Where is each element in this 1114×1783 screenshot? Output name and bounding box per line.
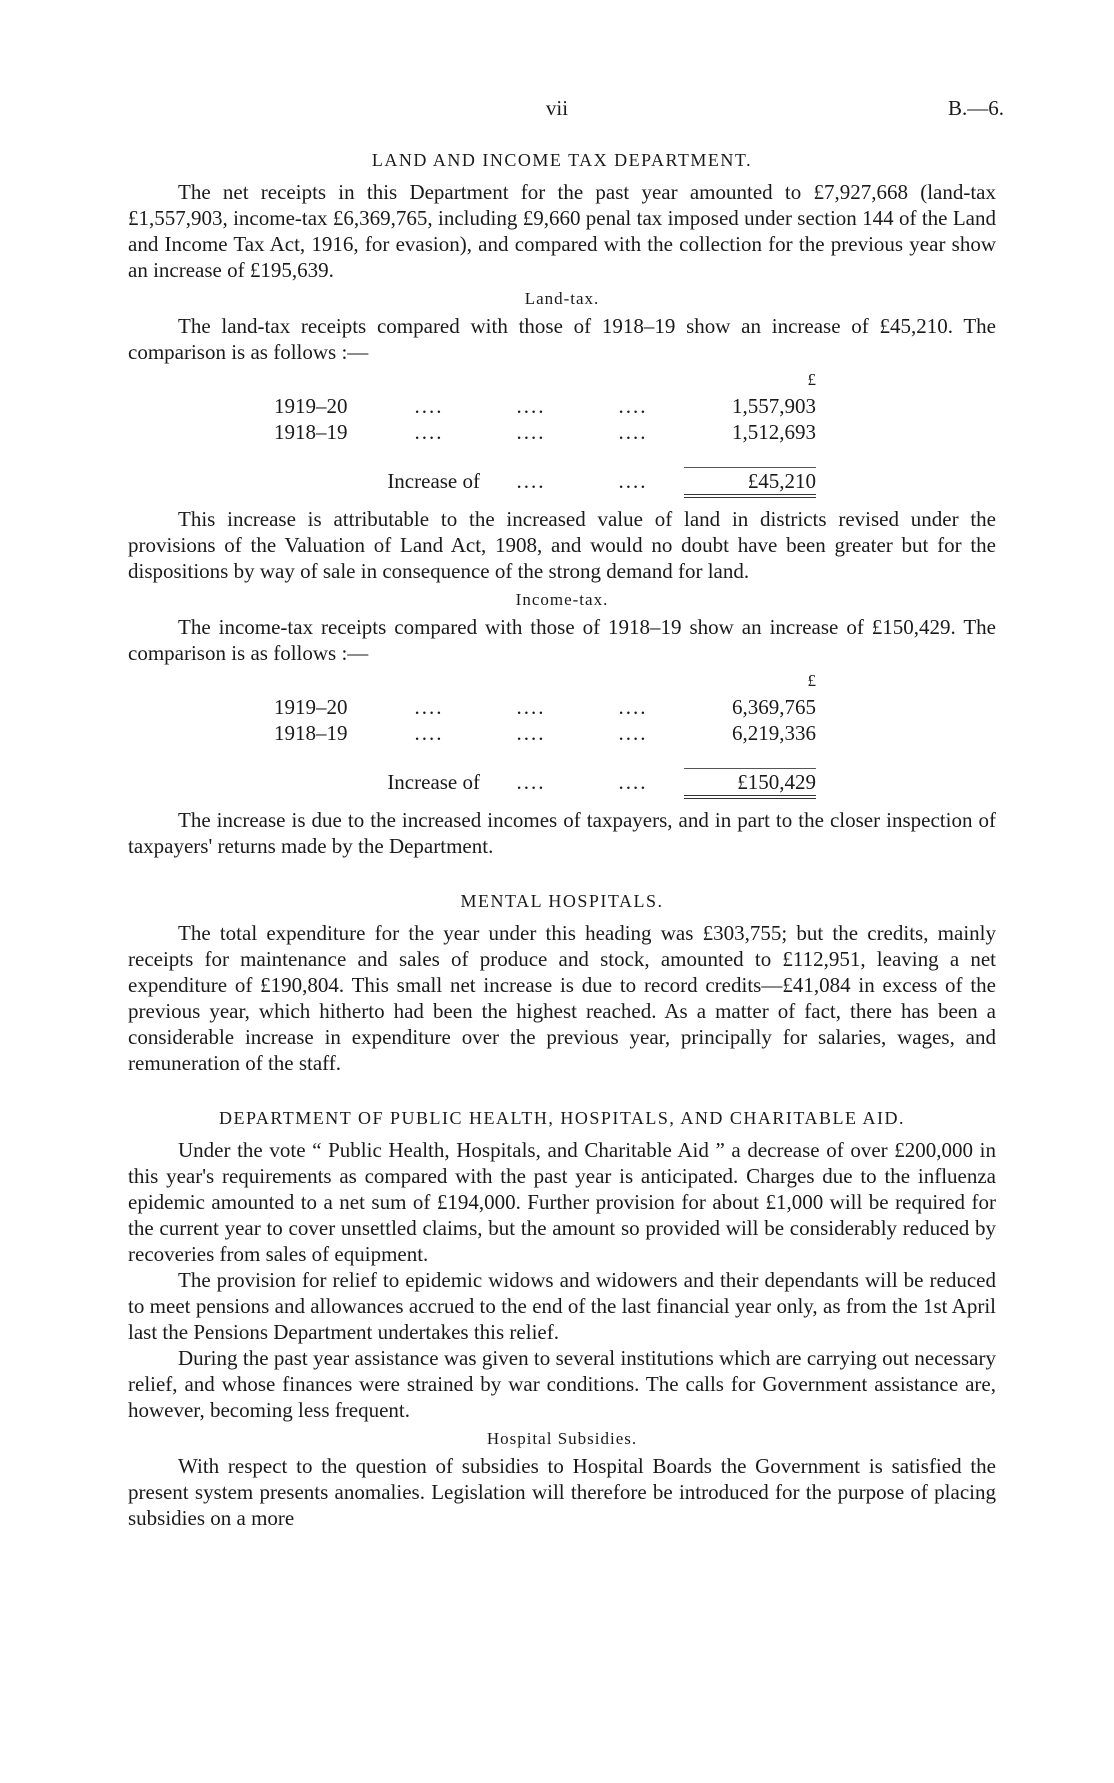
increase-row [274,769,816,798]
increase-total: £45,210 [684,468,816,497]
public-health-para-2: The provision for relief to epidemic widows and widowers and their dependants will be reduced to meet pensions and allowances accrued to the end of the last financial year only, as from the 1st April last the Pensions Department undertakes this relief. [128,1268,996,1344]
leader-dots: .... [618,720,648,745]
mental-hospitals-body: The total expenditure for the year under this heading was £303,755; but the credits, mainly receipts for maintenance and sales of produce and stock, amounted to £112,951, leaving a net expenditure of £190,804. This small net increase is due to record credits—£41,084 in excess of the previous year, which hitherto had been the highest reached. As a matter of fact, there has been a considerable increase in expenditure over the previous year, principally for salaries, wages, and remuneration of the staff. [128,921,996,1075]
page-header [0,96,1114,128]
section-title-land-income-tax: LAND AND INCOME TAX DEPARTMENT. [371,150,753,170]
increase-row [274,468,816,497]
land-income-intro: The net receipts in this Department for the past year amounted to £7,927,668 (land-tax £1,557,903, income-tax £6,369,765, including £9,660 penal tax imposed under section 144 of the Land and Income Tax Act, 1916, for evasion), and compared with the collection for the previous year show an increase of £195,639. [128,180,996,282]
land-tax-note: This increase is attributable to the increased value of land in districts revised under the provisions of the Valuation of Land Act, 1908, and would no doubt have been greater but for the dispositions by way of sale in consequence of the strong demand for land. [128,507,996,583]
leader-dots: .... [414,393,444,418]
increase-total: £150,429 [684,769,816,798]
income-tax-note: The increase is due to the increased incomes of taxpayers, and in part to the closer inspection of taxpayers' returns made by the Department. [128,808,996,858]
section-title-mental-hospitals: MENTAL HOSPITALS. [460,891,664,911]
leader-dots: .... [414,720,444,745]
leader-dots: .... [618,469,648,494]
increase-label: Increase of [387,770,480,795]
income-tax-comparison-table [274,668,816,799]
table-row [274,393,816,419]
year-cell: 1919–20 [274,393,348,418]
leader-dots: .... [516,419,546,444]
year-cell: 1918–19 [274,720,348,745]
hospital-subsidies-text: With respect to the question of subsidies to Hospital Boards the Government is satisfied the present system presents anomalies. Legislation will therefore be introduced for the purpose of placing subsidies on a more [128,1454,996,1530]
leader-dots: .... [516,770,546,795]
currency-symbol: £ [807,671,816,690]
leader-dots: .... [516,694,546,719]
leader-dots: .... [516,469,546,494]
year-cell: 1918–19 [274,419,348,444]
table-row [274,694,816,720]
subheading-income-tax: Income-tax. [515,590,609,609]
page-number: vii [545,96,569,120]
land-tax-comparison-table [274,367,816,498]
leader-dots: .... [516,720,546,745]
leader-dots: .... [618,419,648,444]
leader-dots: .... [414,419,444,444]
land-tax-intro: The land-tax receipts compared with those of 1918–19 show an increase of £45,210. The comparison is as follows :— [128,314,996,364]
section-title-public-health: DEPARTMENT OF PUBLIC HEALTH, HOSPITALS, AND CHARITABLE AID. [219,1108,905,1128]
increase-label: Increase of [387,469,480,494]
amount-cell: 1,557,903 [732,393,816,418]
year-cell: 1919–20 [274,694,348,719]
leader-dots: .... [516,393,546,418]
leader-dots: .... [618,393,648,418]
public-health-para-3: During the past year assistance was given to several institutions which are carrying out necessary relief, and whose finances were strained by war conditions. The calls for Government assistance are, however, becoming less frequent. [128,1346,996,1422]
amount-cell: 1,512,693 [732,419,816,444]
amount-cell: 6,219,336 [732,720,816,745]
amount-cell: 6,369,765 [732,694,816,719]
public-health-para-1: Under the vote “ Public Health, Hospitals, and Charitable Aid ” a decrease of over £200,000 in this year's requirements as compared with the past year is anticipated. Charges due to the influenza epidemic amounted to a net sum of £194,000. Further provision for about £1,000 will be required for the current year to cover unsettled claims, but the amount so provided will be considerably reduced by recoveries from sales of equipment. [128,1138,996,1266]
subheading-land-tax: Land-tax. [524,289,600,308]
table-row [274,419,816,445]
leader-dots: .... [414,694,444,719]
page-content [128,150,996,1531]
table-row [274,720,816,746]
subheading-hospital-subsidies: Hospital Subsidies. [486,1429,638,1448]
leader-dots: .... [618,770,648,795]
document-reference: B.—6. [947,96,1004,120]
currency-symbol: £ [807,370,816,389]
income-tax-intro: The income-tax receipts compared with those of 1918–19 show an increase of £150,429. The comparison is as follows :— [128,615,996,665]
leader-dots: .... [618,694,648,719]
